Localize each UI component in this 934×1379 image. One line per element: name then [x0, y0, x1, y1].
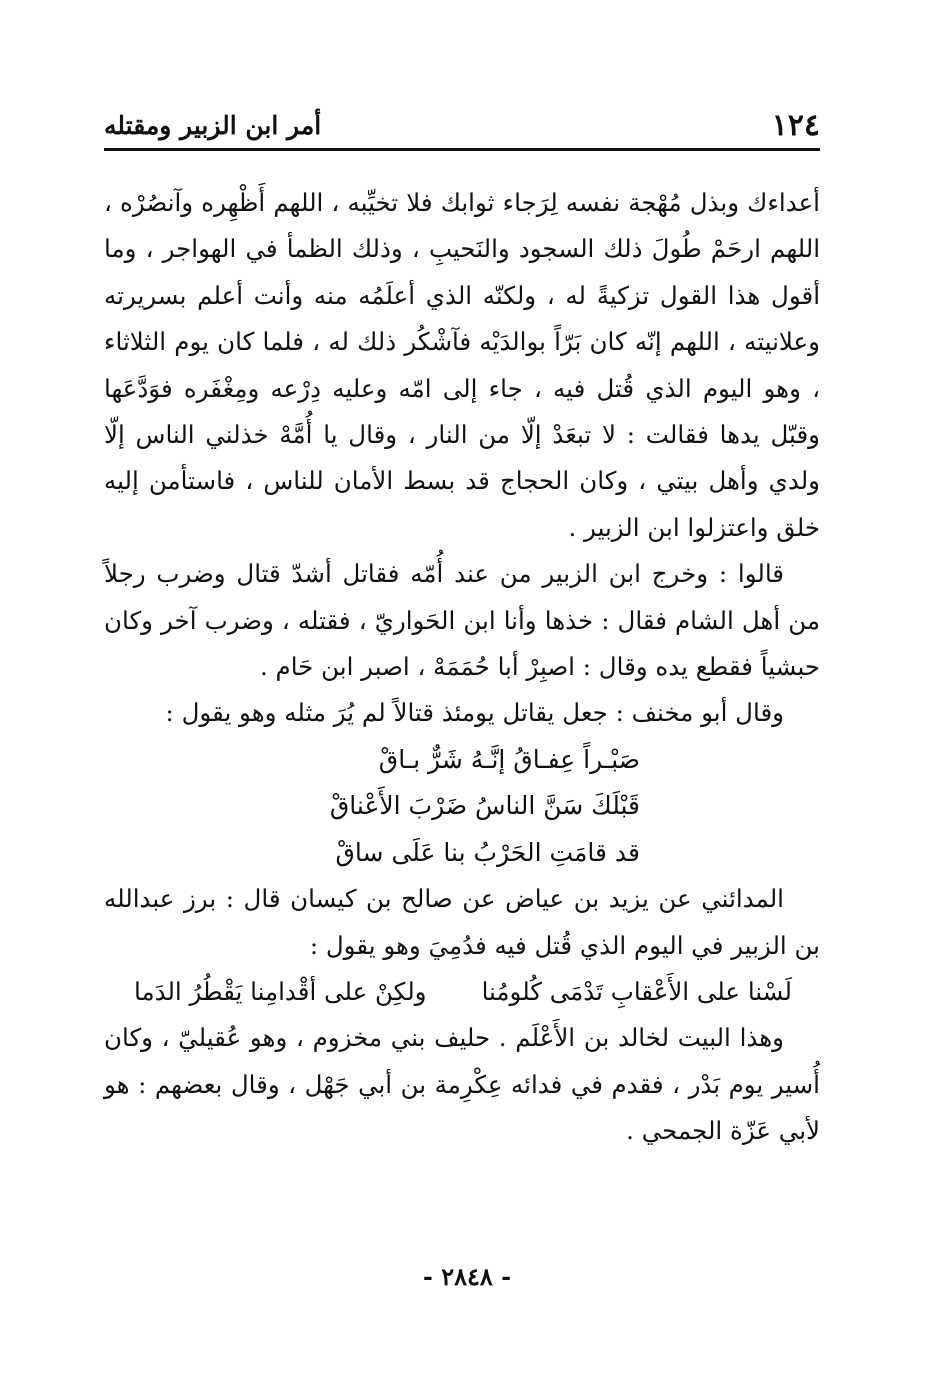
verse-line-2: قَبْلَكَ سَنَّ الناسُ ضَرْبَ الأَعْناقْ: [329, 791, 640, 821]
main-text: [104, 180, 820, 1155]
paragraph-5: وهذا البيت لخالد بن الأَعْلَم . حليف بني مخزوم ، وهو عُقيليّ ، وكان أُسير يوم بَدْر ، فقدم في فدائه عِكْرِمة بن أبي جَهْل ، وقال بعضهم : هو لأبي عَزّة الجمحي .: [104, 1023, 820, 1146]
paragraph-4: المدائني عن يزيد بن عياض عن صالح بن كيسان قال : برز عبدالله بن الزبير في اليوم الذي قُتل فيه فدُمِيَ وهو يقول :: [104, 884, 820, 960]
couplet-first-hemistich: لَسْنا على الأَعْقابِ تَدْمَى كُلومُنا: [481, 976, 792, 1006]
paragraph-1: أعداءك وبذل مُهْجة نفسه لِرَجاء ثوابك فلا تخيِّبه ، اللهم أَظْهِره وآنصُرْه ، اللهم ارحَمْ طُولَ ذلك السجود والنَحيبِ ، وذلك الظمأ في الهواجر ، وما أقول هذا القول تزكيةً له ، ولكنّه الذي أعلَمُه منه وأنت أعلم بسريرته وعلانيته ، اللهم إنّه كان بَرّاً بوالدَيْه فآشْكُر ذلك له ، فلما كان يوم الثلاثاء ، وهو اليوم الذي قُتل فيه ، جاء إلى امّه وعليه دِرْعه ومِغْفَره فوَدَّعَها وقبّل يدها فقالت : لا تبعَدْ إلّا من النار ، وقال يا أُمَّهْ خذلني الناس إلّا ولدي وأهل بيتي ، وكان الحجاج قد بسط الأمان للناس ، فاستأمن إليه خلق واعتزلوا ابن الزبير .: [104, 188, 820, 542]
page-number: ١٢٤: [771, 108, 820, 143]
paragraph-2: قالوا : وخرج ابن الزبير من عند أُمّه فقاتل أشدّ قتال وضرب رجلاً من أهل الشام فقال : خذها وأنا ابن الحَواريّ ، فقتله ، وضرب آخر وكان حبشياً فقطع يده وقال : اصبِرْ أبا حُمَمَهْ ، اصبر ابن حَام .: [104, 559, 820, 682]
running-header: [104, 108, 820, 148]
chapter-title: أمر ابن الزبير ومقتله: [104, 111, 322, 140]
header-rule: [104, 148, 820, 151]
couplet-second-hemistich: ولكِنْ على أقْدامِنا يَقْطُرُ الدَما: [134, 976, 427, 1006]
paragraph-3: وقال أبو مخنف : جعل يقاتل يومئذ قتالاً لم يُرَ مثله وهو يقول :: [165, 698, 784, 728]
verse-line-3: قد قامَتِ الحَرْبُ بنا عَلَى ساقْ: [335, 837, 640, 867]
poetry-couplet: [104, 969, 820, 1015]
verse-line-1: صَبْـراً عِفـاقُ إنَّـهُ شَرٌّ بـاقْ: [378, 744, 640, 774]
page-footer-number: - ٢٨٤٨ -: [422, 1262, 512, 1291]
